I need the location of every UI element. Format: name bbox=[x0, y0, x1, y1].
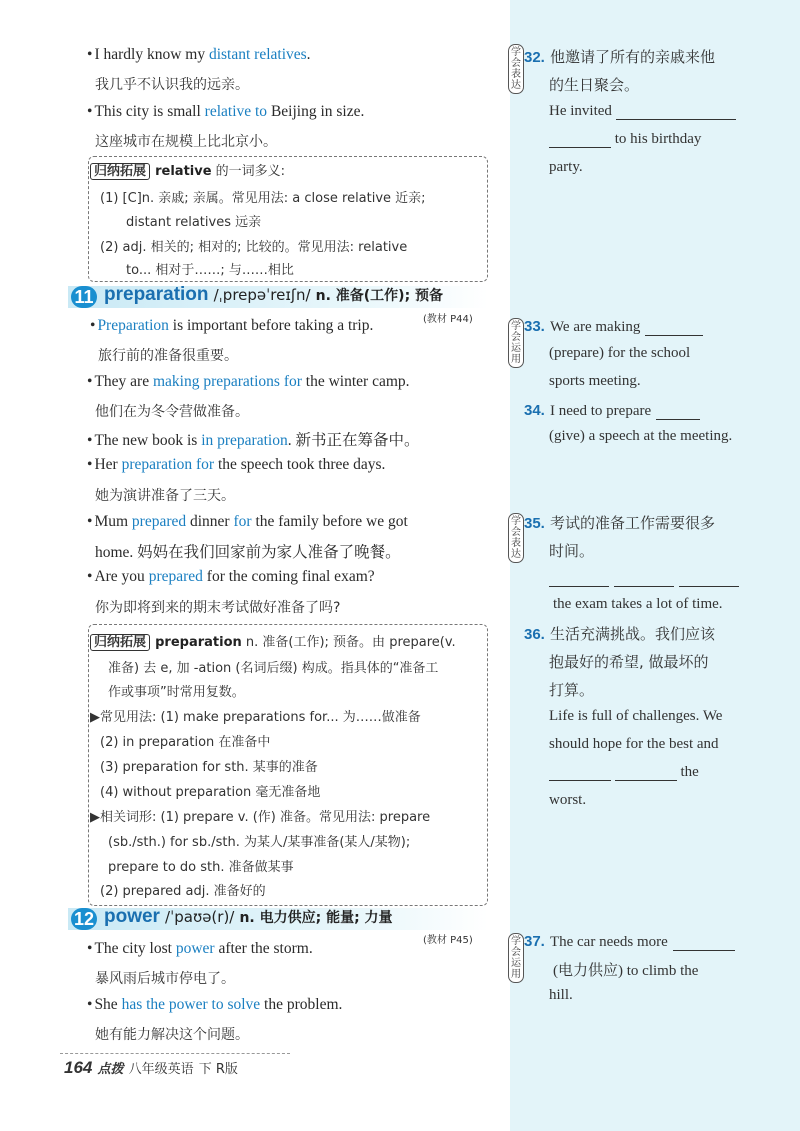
word-header: power /ˈpaʊə(r)/ n. 电力供应; 能量; 力量 bbox=[104, 906, 393, 927]
note-line: 准备) 去 e, 加 -ation (名词后缀) 构成。指具体的“准备工 bbox=[108, 661, 439, 676]
learn-to-express-tag: 学会表达 bbox=[508, 44, 524, 94]
learn-to-use-tag: 学会运用 bbox=[508, 933, 524, 983]
exercise-35: 35. 考试的准备工作需要很多 bbox=[524, 514, 715, 532]
example-translation: 他们在为冬令营做准备。 bbox=[95, 404, 249, 420]
note-header: 归纳拓展 preparation n. 准备(工作); 预备。由 prepare(v. bbox=[90, 631, 456, 650]
note-line: (4) without preparation 毫无准备地 bbox=[100, 785, 321, 800]
note-line: (sb./sth.) for sb./sth. 为某人/某事准备(某人/某物); bbox=[108, 835, 411, 850]
exercise-33: 33. We are making bbox=[524, 316, 703, 336]
exercise-text: (give) a speech at the meeting. bbox=[549, 428, 733, 444]
textbook-reference: (教材 P45) bbox=[423, 935, 473, 946]
example-sentence: • Her preparation for the speech took three days. bbox=[87, 456, 385, 474]
exercise-text: (prepare) for the school bbox=[549, 345, 691, 361]
note-line: prepare to do sth. 准备做某事 bbox=[108, 860, 294, 875]
answer-blank[interactable] bbox=[645, 321, 703, 336]
example-sentence-continued: home. 妈妈在我们回家前为家人准备了晚餐。 bbox=[95, 544, 401, 561]
exercise-34: 34. I need to prepare bbox=[524, 400, 700, 420]
exercise-text: the exam takes a lot of time. bbox=[553, 596, 723, 612]
note-line: (2) in preparation 在准备中 bbox=[100, 735, 271, 750]
textbook-reference: (教材 P44) bbox=[423, 314, 473, 325]
example-translation: 她为演讲准备了三天。 bbox=[95, 488, 235, 504]
exercise-text: sports meeting. bbox=[549, 373, 641, 389]
exercise-text: 抱最好的希望, 做最坏的 bbox=[549, 653, 709, 671]
note-line: distant relatives 远亲 bbox=[126, 215, 262, 230]
note-line: (2) adj. 相关的; 相对的; 比较的。常见用法: relative bbox=[100, 240, 408, 255]
exercise-text: (电力供应) to climb the bbox=[553, 963, 699, 979]
example-sentence: • The new book is in preparation. 新书正在筹备中。 bbox=[87, 428, 419, 450]
example-sentence: • I hardly know my distant relatives. bbox=[87, 46, 311, 64]
answer-blank[interactable] bbox=[673, 936, 735, 951]
exercise-text: party. bbox=[549, 159, 583, 175]
learn-to-use-tag: 学会运用 bbox=[508, 318, 524, 368]
note-line: ▶相关词形: (1) prepare v. (作) 准备。常见用法: prepare bbox=[90, 810, 431, 825]
answer-blank[interactable] bbox=[549, 572, 609, 587]
example-sentence: • She has the power to solve the problem. bbox=[87, 996, 342, 1014]
note-line: to... 相对于……; 与……相比 bbox=[126, 263, 294, 278]
word-header: preparation /ˌprepəˈreɪʃn/ n. 准备(工作); 预备 bbox=[104, 284, 444, 305]
answer-blanks bbox=[549, 568, 739, 587]
example-sentence: • They are making preparations for the winter camp. bbox=[87, 373, 410, 391]
example-translation: 旅行前的准备很重要。 bbox=[98, 348, 238, 364]
exercise-37: 37. The car needs more bbox=[524, 931, 735, 951]
example-translation: 暴风雨后城市停电了。 bbox=[95, 971, 235, 987]
example-sentence: • Preparation is important before taking a trip. bbox=[90, 317, 373, 335]
note-line: (3) preparation for sth. 某事的准备 bbox=[100, 760, 318, 775]
example-translation: 我几乎不认识我的远亲。 bbox=[95, 77, 249, 93]
footer-divider bbox=[60, 1053, 290, 1054]
example-translation: 你为即将到来的期末考试做好准备了吗? bbox=[95, 600, 341, 616]
answer-blank[interactable] bbox=[679, 572, 739, 587]
example-sentence: • Are you prepared for the coming final exam? bbox=[87, 568, 375, 586]
answer-blank[interactable] bbox=[615, 766, 677, 781]
exercise-text: hill. bbox=[549, 987, 573, 1003]
answer-blank[interactable] bbox=[656, 405, 700, 420]
answer-blank[interactable] bbox=[616, 105, 736, 120]
note-line: 作或事项”时常用复数。 bbox=[108, 685, 245, 700]
exercise-32: 32. 他邀请了所有的亲戚来他 bbox=[524, 48, 715, 66]
example-translation: 她有能力解决这个问题。 bbox=[95, 1027, 249, 1043]
note-header: 归纳拓展 relative 的一词多义: bbox=[90, 160, 285, 179]
example-sentence: • Mum prepared dinner for the family before we got bbox=[87, 513, 408, 531]
answer-blank[interactable] bbox=[549, 766, 611, 781]
note-line: (2) prepared adj. 准备好的 bbox=[100, 884, 266, 899]
example-sentence: • This city is small relative to Beijing in size. bbox=[87, 103, 364, 121]
page-number: 164 bbox=[64, 1058, 93, 1077]
exercise-text: 时间。 bbox=[549, 542, 595, 560]
note-line: (1) [C]n. 亲戚; 亲属。常见用法: a close relative 近亲; bbox=[100, 191, 426, 206]
exercise-text: worst. bbox=[549, 792, 587, 808]
answer-blank[interactable] bbox=[549, 133, 611, 148]
exercise-text: the bbox=[549, 764, 699, 781]
exercise-text: Life is full of challenges. We bbox=[549, 708, 723, 724]
page-footer: 164 点拨 八年级英语 下 R版 bbox=[64, 1058, 238, 1077]
example-translation: 这座城市在规模上比北京小。 bbox=[95, 134, 277, 150]
exercise-text: 打算。 bbox=[549, 681, 595, 699]
learn-to-express-tag: 学会表达 bbox=[508, 513, 524, 563]
exercise-36: 36. 生活充满挑战。我们应该 bbox=[524, 625, 715, 643]
word-number-badge: 11 bbox=[71, 286, 97, 308]
note-tag: 归纳拓展 bbox=[90, 163, 150, 180]
note-tag: 归纳拓展 bbox=[90, 634, 150, 651]
exercise-text: should hope for the best and bbox=[549, 736, 719, 752]
exercise-text: He invited bbox=[549, 103, 736, 120]
example-sentence: • The city lost power after the storm. bbox=[87, 940, 313, 958]
note-line: ▶常见用法: (1) make preparations for... 为……做准备 bbox=[90, 710, 421, 725]
exercise-text: to his birthday bbox=[549, 131, 701, 148]
word-number-badge: 12 bbox=[71, 908, 97, 930]
exercise-text: 的生日聚会。 bbox=[549, 76, 640, 94]
answer-blank[interactable] bbox=[614, 572, 674, 587]
